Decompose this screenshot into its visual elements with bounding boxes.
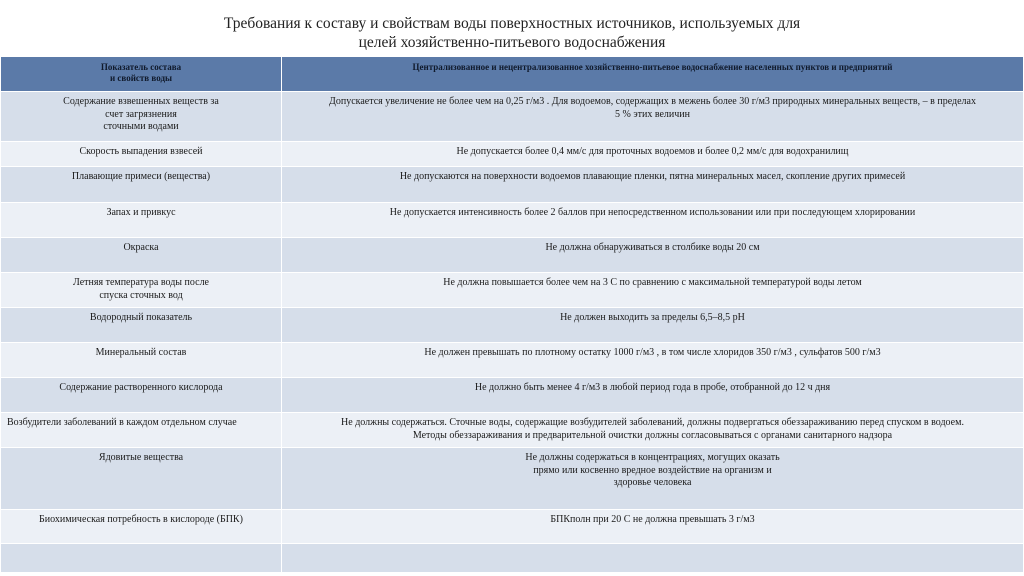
row-requirement: Не должна повышается более чем на 3 С по сравнению с максимальной температурой воды летом <box>282 273 1024 308</box>
table-row <box>1 448 1024 510</box>
row-requirement: Не должен превышать по плотному остатку 1000 г/м3 , в том числе хлоридов 350 г/м3 , сульфатов 500 г/м3 <box>282 343 1024 378</box>
row-indicator: Летняя температура воды после спуска сточных вод <box>1 273 282 308</box>
row-indicator: Биохимическая потребность в кислороде (БПК) <box>1 510 282 544</box>
title-line-1: Требования к составу и свойствам воды поверхностных источников, используемых для <box>223 15 801 32</box>
row-indicator: Запах и привкус <box>1 203 282 238</box>
row-indicator: Скорость выпадения взвесей <box>1 142 282 167</box>
table-row <box>1 510 1024 544</box>
row-requirement: Не допускаются на поверхности водоемов плавающие пленки, пятна минеральных масел, скопление других примесей <box>282 167 1024 203</box>
row-indicator: Водородный показатель <box>1 308 282 343</box>
row-requirement <box>282 544 1024 573</box>
table-row <box>1 544 1024 573</box>
table-row <box>1 378 1024 413</box>
row-indicator <box>1 544 282 573</box>
row-requirement: Не должна обнаруживаться в столбике воды 20 см <box>282 238 1024 273</box>
table-row <box>1 167 1024 203</box>
row-indicator: Минеральный состав <box>1 343 282 378</box>
table-row <box>1 92 1024 142</box>
page-title <box>0 14 1024 52</box>
water-requirements-table <box>0 56 1024 573</box>
table-header-row <box>1 57 1024 92</box>
row-requirement: Не должен выходить за пределы 6,5–8,5 pH <box>282 308 1024 343</box>
row-requirement: Не должны содержаться. Сточные воды, содержащие возбудителей заболеваний, должны подвергаться обеззараживанию перед спуском в водоем. Методы обеззараживания и предварительной очистки должны согласовываться с органами санитарного надзора <box>282 413 1024 448</box>
row-indicator: Окраска <box>1 238 282 273</box>
row-indicator: Содержание взвешенных веществ за счет загрязнения сточными водами <box>1 92 282 142</box>
row-requirement: Не должны содержаться в концентрациях, могущих оказать прямо или косвенно вредное воздействие на организм и здоровье человека <box>282 448 1024 510</box>
row-requirement: Допускается увеличение не более чем на 0,25 г/м3 . Для водоемов, содержащих в межень более 30 г/м3 природных минеральных веществ, – в пределах 5 % этих величин <box>282 92 1024 142</box>
row-requirement: БПКполн при 20 С не должна превышать 3 г/м3 <box>282 510 1024 544</box>
table-row <box>1 273 1024 308</box>
row-requirement: Не должно быть менее 4 г/м3 в любой период года в пробе, отобранной до 12 ч дня <box>282 378 1024 413</box>
table-row <box>1 343 1024 378</box>
title-line-2: целей хозяйственно-питьевого водоснабжения <box>358 34 666 51</box>
table-row <box>1 413 1024 448</box>
table-row <box>1 308 1024 343</box>
row-indicator: Содержание растворенного кислорода <box>1 378 282 413</box>
header-indicator: Показатель состава и свойств воды <box>1 57 282 92</box>
table-row <box>1 238 1024 273</box>
row-indicator: Плавающие примеси (вещества) <box>1 167 282 203</box>
table-row <box>1 203 1024 238</box>
table-row <box>1 142 1024 167</box>
header-requirement: Централизованное и нецентрализованное хозяйственно-питьевое водоснабжение населенных пунктов и предприятий <box>282 57 1024 92</box>
row-indicator: Возбудители заболеваний в каждом отдельном случае <box>1 413 282 448</box>
row-indicator: Ядовитые вещества <box>1 448 282 510</box>
row-requirement: Не допускается интенсивность более 2 баллов при непосредственном использовании или при последующем хлорировании <box>282 203 1024 238</box>
row-requirement: Не допускается более 0,4 мм/с для проточных водоемов и более 0,2 мм/с для водохранилищ <box>282 142 1024 167</box>
